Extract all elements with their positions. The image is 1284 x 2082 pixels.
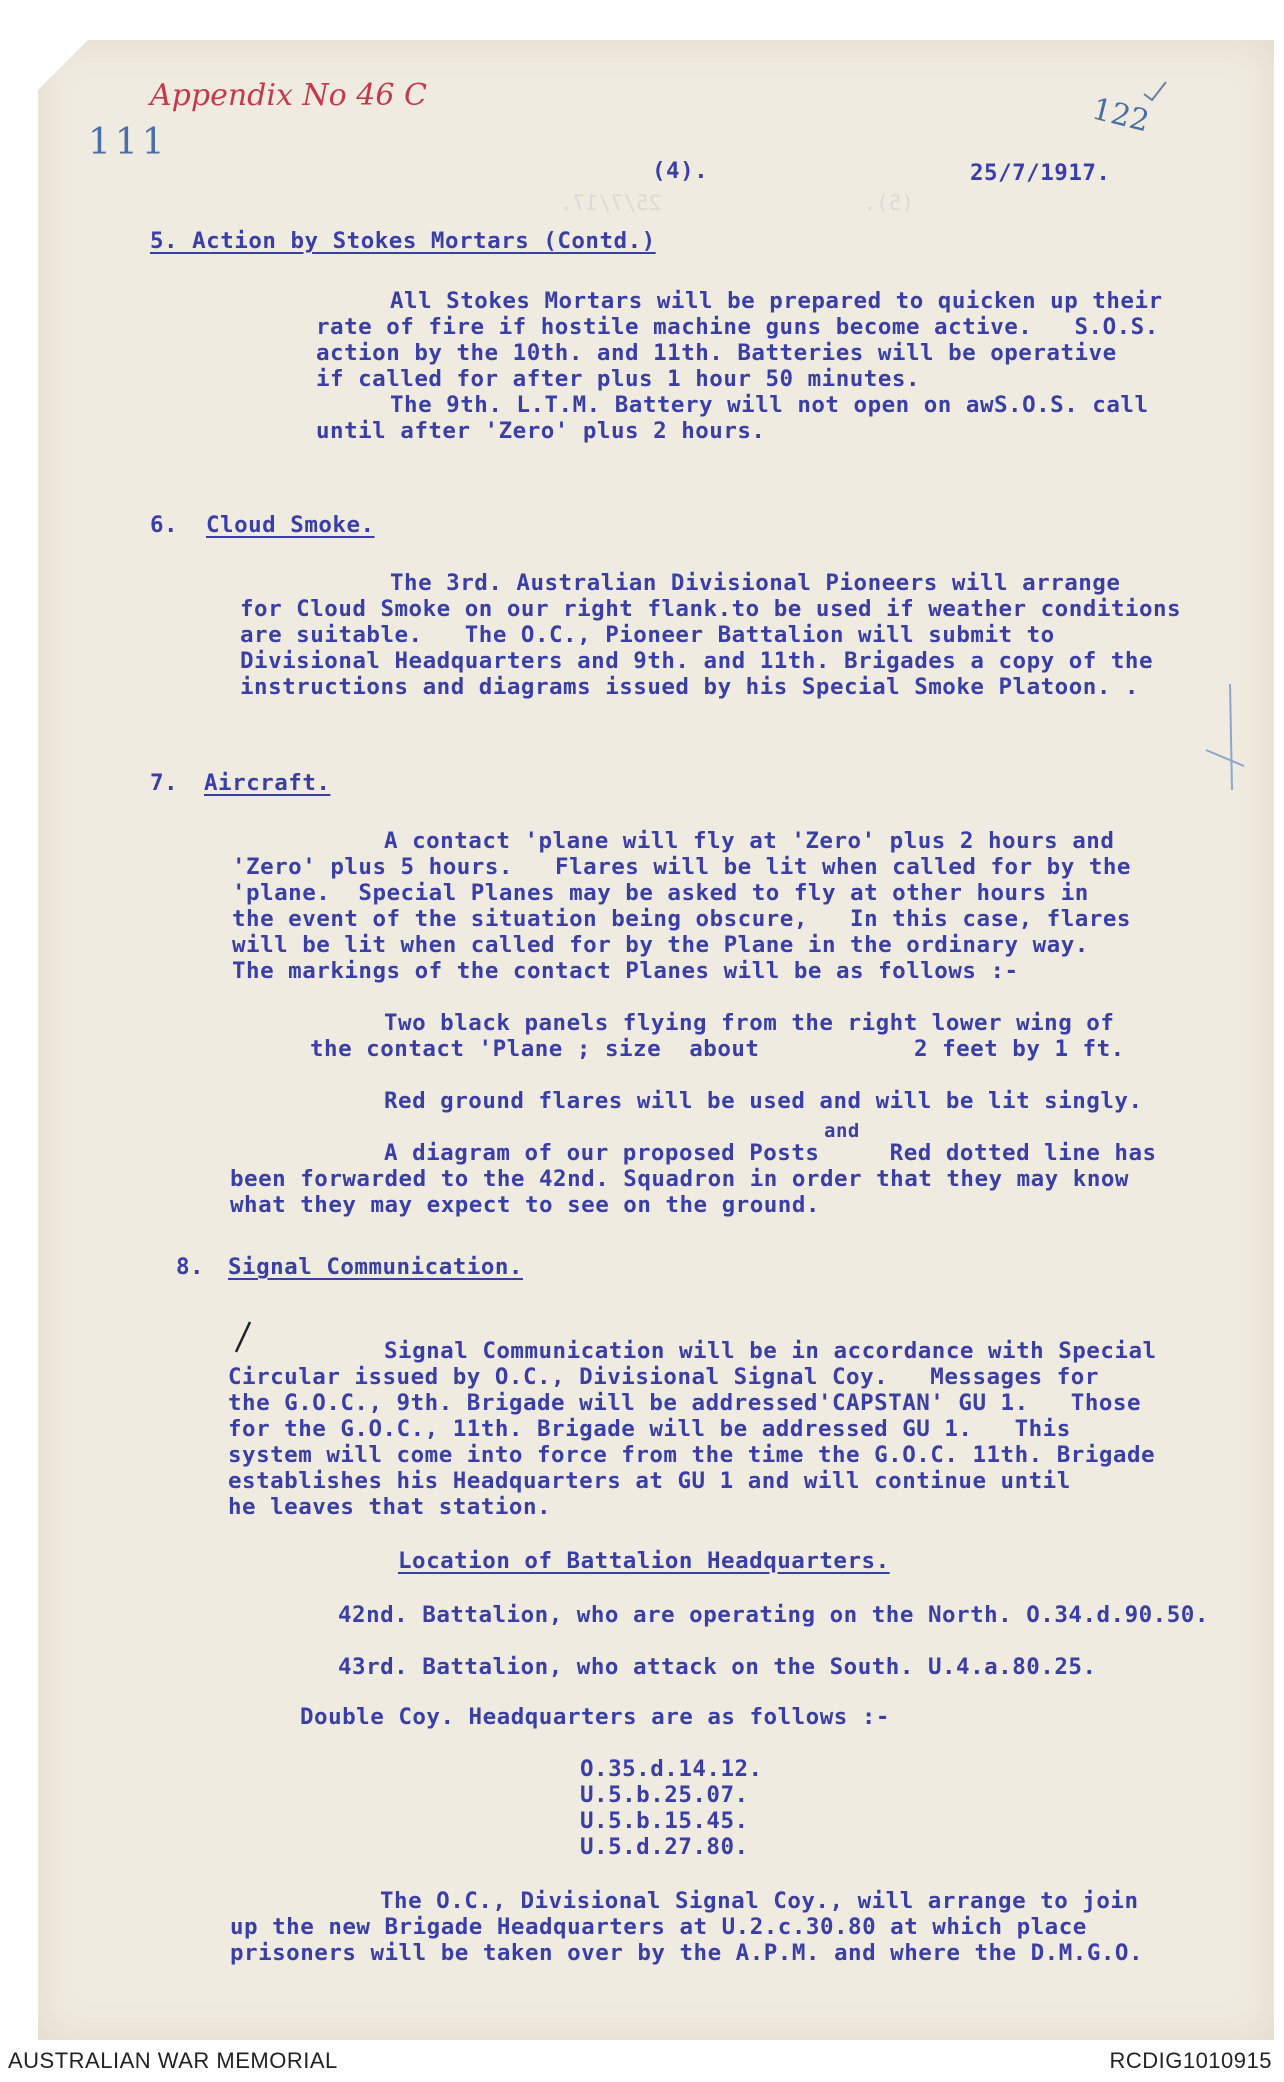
body-line: Circular issued by O.C., Divisional Signal Coy. Messages for: [228, 1364, 1099, 1390]
body-line: up the new Brigade Headquarters at U.2.c.30.80 at which place: [230, 1914, 1087, 1940]
body-line: the event of the situation being obscure, In this case, flares: [232, 906, 1131, 932]
body-line: 43rd. Battalion, who attack on the South. U.4.a.80.25.: [338, 1654, 1097, 1680]
body-line: system will come into force from the time the G.O.C. 11th. Brigade: [228, 1442, 1156, 1468]
section-7-number: 7.: [150, 770, 179, 796]
body-line: the G.O.C., 9th. Brigade will be addressed'CAPSTAN' GU 1. Those: [228, 1390, 1141, 1416]
body-line: 'plane. Special Planes may be asked to fly at other hours in: [232, 880, 1089, 906]
body-line: The 9th. L.T.M. Battery will not open on awS.O.S. call: [390, 392, 1149, 418]
body-line: been forwarded to the 42nd. Squadron in order that they may know: [230, 1166, 1129, 1192]
body-line: the contact 'Plane ; size about 2 feet by 1 ft.: [310, 1036, 1125, 1062]
body-line: All Stokes Mortars will be prepared to quicken up their: [390, 288, 1163, 314]
body-line: he leaves that station.: [228, 1494, 552, 1520]
list-item: U.5.b.25.07.: [580, 1782, 749, 1808]
pencil-mark: [1186, 680, 1246, 800]
folio-number-left: 111: [88, 122, 169, 163]
body-line: Double Coy. Headquarters are as follows :-: [300, 1704, 890, 1730]
body-line: Signal Communication will be in accordance with Special: [384, 1338, 1157, 1364]
body-line: Two black panels flying from the right lower wing of: [384, 1010, 1115, 1036]
list-item: O.35.d.14.12.: [580, 1756, 763, 1782]
body-line: A contact 'plane will fly at 'Zero' plus 2 hours and: [384, 828, 1115, 854]
insertion-note: and: [824, 1120, 860, 1142]
body-line: action by the 10th. and 11th. Batteries will be operative: [316, 340, 1117, 366]
body-line: The 3rd. Australian Divisional Pioneers will arrange: [390, 570, 1121, 596]
section-8-title: Signal Communication.: [228, 1254, 523, 1280]
page-number: (4).: [652, 158, 709, 184]
section-7-title: Aircraft.: [204, 770, 331, 796]
battalion-hq-heading: Location of Battalion Headquarters.: [398, 1548, 890, 1574]
body-line: if called for after plus 1 hour 50 minutes.: [316, 366, 920, 392]
list-item: U.5.b.15.45.: [580, 1808, 749, 1834]
body-line: will be lit when called for by the Plane in the ordinary way.: [232, 932, 1089, 958]
body-line: until after 'Zero' plus 2 hours.: [316, 418, 766, 444]
body-line: A diagram of our proposed Posts Red dotted line has: [384, 1140, 1157, 1166]
list-item: U.5.d.27.80.: [580, 1834, 749, 1860]
body-line: 'Zero' plus 5 hours. Flares will be lit when called for by the: [232, 854, 1131, 880]
body-line: 42nd. Battalion, who are operating on the North. O.34.d.90.50.: [338, 1602, 1209, 1628]
body-line: Red ground flares will be used and will be lit singly.: [384, 1088, 1143, 1114]
body-line: establishes his Headquarters at GU 1 and will continue until: [228, 1468, 1071, 1494]
footer-record-id: RCDIG1010915: [1109, 2048, 1272, 2073]
appendix-annotation: Appendix No 46 C: [150, 78, 427, 113]
body-line: rate of fire if hostile machine guns become active. S.O.S.: [316, 314, 1159, 340]
document-date: 25/7/1917.: [970, 160, 1111, 186]
body-line: prisoners will be taken over by the A.P.M. and where the D.M.G.O.: [230, 1940, 1143, 1966]
section-5-heading: 5. Action by Stokes Mortars (Contd.): [150, 228, 656, 254]
body-line: instructions and diagrams issued by his Special Smoke Platoon. .: [240, 674, 1139, 700]
folio-number-right: 122: [1088, 91, 1153, 140]
body-line: for Cloud Smoke on our right flank.to be used if weather conditions: [240, 596, 1182, 622]
body-line: The O.C., Divisional Signal Coy., will arrange to join: [380, 1888, 1139, 1914]
section-8-number: 8.: [176, 1254, 205, 1280]
tick-mark: [1140, 78, 1170, 108]
section-6-number: 6.: [150, 512, 179, 538]
margin-stroke: [228, 1318, 258, 1358]
show-through-text: (5). 25/7/17.: [560, 191, 915, 215]
body-line: Divisional Headquarters and 9th. and 11th. Brigades a copy of the: [240, 648, 1153, 674]
body-line: are suitable. The O.C., Pioneer Battalion will submit to: [240, 622, 1055, 648]
body-line: for the G.O.C., 11th. Brigade will be addressed GU 1. This: [228, 1416, 1071, 1442]
body-line: what they may expect to see on the ground.: [230, 1192, 820, 1218]
body-line: The markings of the contact Planes will be as follows :-: [232, 958, 1019, 984]
section-6-title: Cloud Smoke.: [206, 512, 375, 538]
footer-archive-name: AUSTRALIAN WAR MEMORIAL: [8, 2048, 338, 2073]
